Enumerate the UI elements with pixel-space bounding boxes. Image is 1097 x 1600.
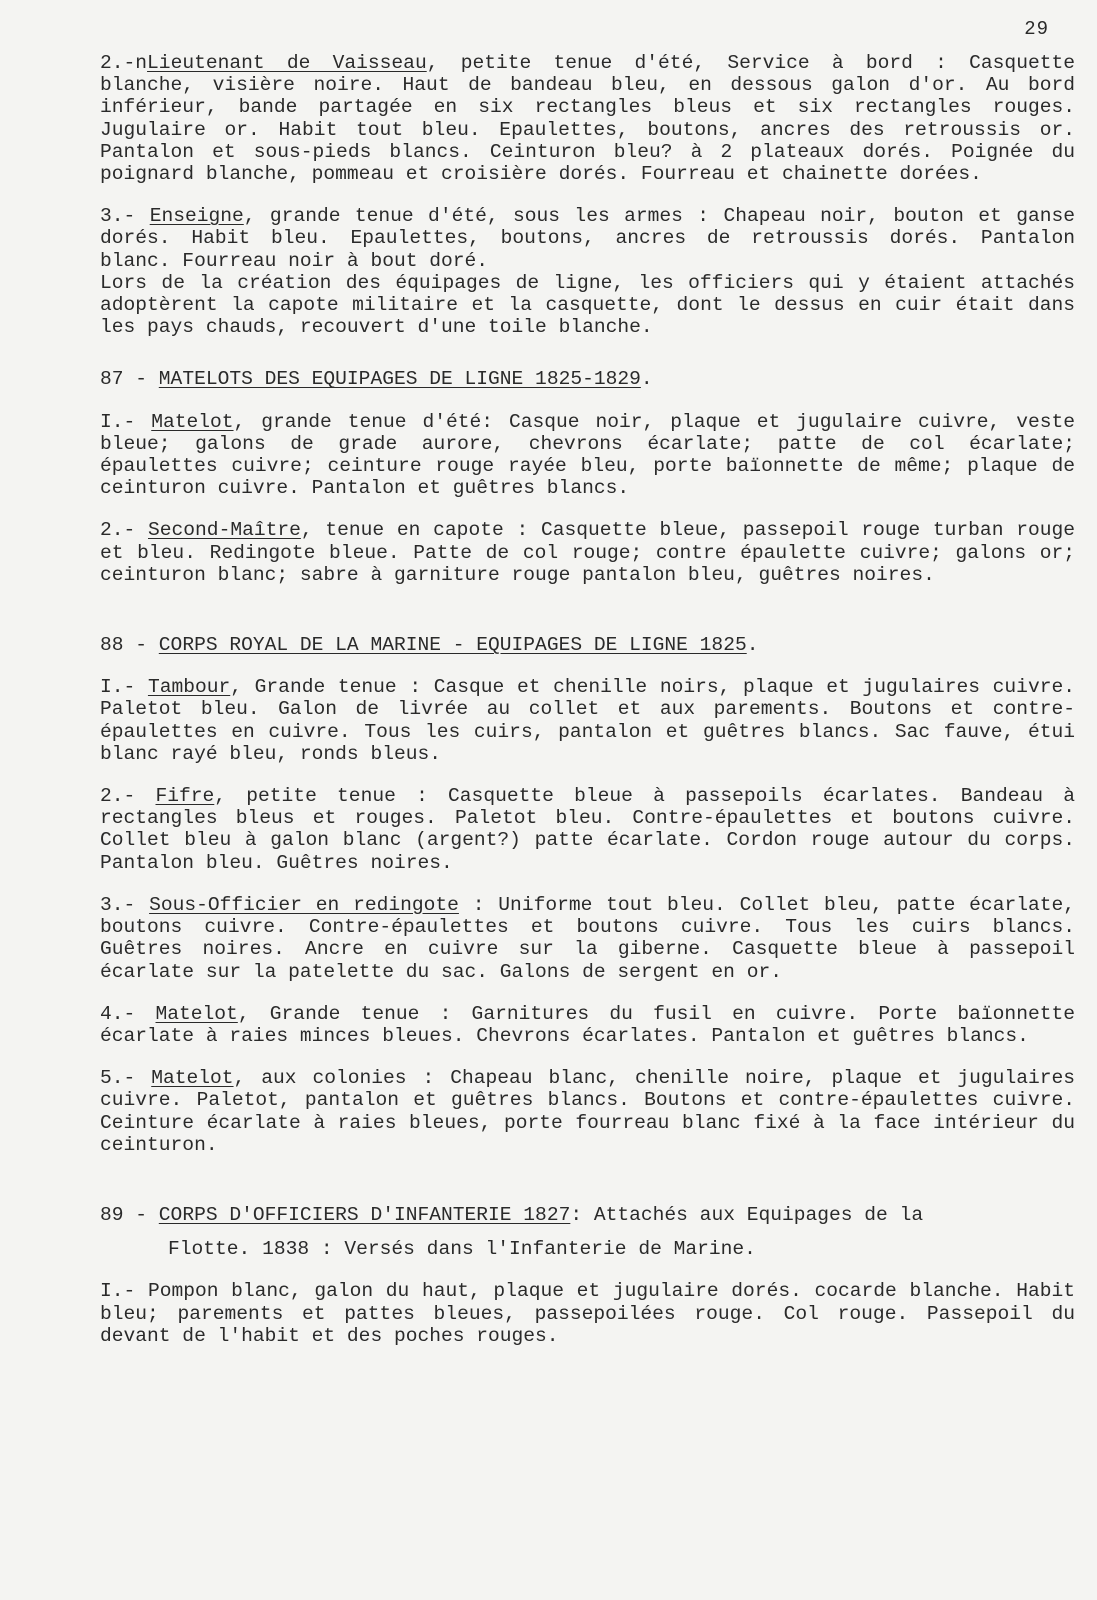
- paragraph: [100, 411, 1075, 500]
- page-number: 29: [1024, 18, 1049, 40]
- item-number: 3.-: [100, 205, 150, 228]
- section-number: 88 -: [100, 634, 159, 657]
- paragraph-text: , petite tenue : Casquette bleue à passepoils écarlates. Bandeau à rectangles bleus et rouges. Paletot bleu. Contre-épaulettes et boutons cuivre. Collet bleu à galon blanc (argent?) patte écarlate. Cordon rouge autour du corps. Pantalon bleu. Guêtres noires.: [100, 785, 1075, 874]
- paragraph-text: Lors de la création des équipages de ligne, les officiers qui y étaient attachés adoptèrent la capote militaire et la casquette, dont le dessus en cuir était dans les pays chauds, recouvert d'une toile blanche.: [100, 271, 1075, 339]
- item-title: Second-Maître: [148, 519, 301, 542]
- item-title: Matelot: [155, 1002, 238, 1025]
- item-title: Matelot: [151, 410, 234, 433]
- paragraph-text: , Grande tenue : Casque et chenille noirs, plaque et jugulaires cuivre. Paletot bleu. Galon de livrée au collet et aux parements. Boutons et contre-épaulettes en cuivre. Tous les cuirs, pantalon et guêtres blancs. Sac fauve, étui blanc rayé bleu, ronds bleus.: [100, 676, 1075, 765]
- item-title: Matelot: [151, 1067, 234, 1090]
- item-number: I.-: [100, 676, 148, 699]
- section-title: CORPS D'OFFICIERS D'INFANTERIE 1827: [158, 1203, 571, 1226]
- paragraph-text: Pompon blanc, galon du haut, plaque et jugulaire dorés. cocarde blanche. Habit bleu; parements et pattes bleues, passepoilées rouge. Col rouge. Passepoil du devant de l'habit et des poches rouges.: [100, 1280, 1075, 1347]
- item-number: 3.-: [100, 893, 150, 916]
- item-title: Tambour: [147, 676, 231, 699]
- section-heading: [100, 368, 1075, 390]
- section-number: 87 -: [100, 368, 159, 391]
- section-title: CORPS ROYAL DE LA MARINE - EQUIPAGES DE LIGNE 1825: [158, 634, 747, 657]
- paragraph: [100, 205, 1075, 272]
- paragraph: [100, 676, 1075, 765]
- section-number: 89 -: [100, 1203, 159, 1226]
- item-number: 5.-: [100, 1067, 152, 1090]
- paragraph: [100, 1067, 1075, 1156]
- section-title-tail: .: [640, 368, 653, 391]
- paragraph-text: , Grande tenue : Garnitures du fusil en cuivre. Porte baïonnette écarlate à raies minces bleues. Chevrons écarlates. Pantalon et guêtres blancs.: [100, 1002, 1075, 1047]
- paragraph-text: , grande tenue d'été, sous les armes : Chapeau noir, bouton et ganse dorés. Habit bleu. Epaulettes, boutons, ancres de retroussis dorés. Pantalon blanc. Fourreau noir à bout doré.: [100, 205, 1075, 272]
- paragraph: [100, 272, 1075, 339]
- paragraph-text: : Uniforme tout bleu. Collet bleu, patte écarlate, boutons cuivre. Contre-épaulettes et boutons cuivre. Tous les cuirs blancs. Guêtres noires. Ancre en cuivre sur la giberne. Casquette bleue à passepoil écarlate sur la patelette du sac. Galons de sergent en or.: [100, 893, 1075, 983]
- paragraph: [100, 1003, 1075, 1047]
- item-title: Enseigne: [149, 205, 244, 228]
- section-title: MATELOTS DES EQUIPAGES DE LIGNE 1825-1829: [158, 368, 641, 391]
- item-number: I.-: [100, 410, 152, 433]
- paragraph: [100, 52, 1075, 185]
- section-heading: [100, 634, 1075, 656]
- paragraph-text: , grande tenue d'été: Casque noir, plaque et jugulaire cuivre, veste bleue; galons de grade aurore, chevrons écarlate; patte de col écarlate; épaulettes cuivre; ceinture rouge rayée bleu, porte baïonnette de même; plaque de ceinturon cuivre. Pantalon et guêtres blancs.: [100, 410, 1075, 500]
- paragraph: [100, 894, 1075, 983]
- item-number: 2.-n: [100, 52, 148, 74]
- item-number: I.-: [100, 1280, 148, 1303]
- paragraph: [100, 785, 1075, 874]
- paragraph-text: , tenue en capote : Casquette bleue, passepoil rouge turban rouge et bleu. Redingote bleue. Patte de col rouge; contre épaulette cuivre; galons or; ceinturon blanc; sabre à garniture rouge pantalon bleu, guêtres noires.: [100, 519, 1075, 586]
- paragraph: [100, 519, 1075, 586]
- item-number: 4.-: [100, 1002, 156, 1025]
- paragraph-text: , petite tenue d'été, Service à bord : Casquette blanche, visière noire. Haut de bandeau bleu, en dessous galon d'or. Au bord inférieur, bande partagée en six rectangles bleus et six rectangles rouges. Jugulaire or. Habit tout bleu. Epaulettes, boutons, ancres des retroussis or. Pantalon et sous-pieds blancs. Ceinturon bleu? à 2 plateaux dorés. Poignée du poignard blanche, pommeau et croisière dorés. Fourreau et chainette dorées.: [100, 52, 1075, 186]
- paragraph-text: , aux colonies : Chapeau blanc, chenille noire, plaque et jugulaires cuivre. Paletot, pantalon et guêtres blancs. Boutons et contre-épaulettes cuivre. Ceinture écarlate à raies bleues, porte fourreau blanc fixé à la face intérieur du ceinturon.: [100, 1067, 1075, 1156]
- section-heading: [100, 1204, 1075, 1260]
- section-title-tail: : Attachés aux Equipages de la: [570, 1203, 924, 1226]
- document-body: [100, 52, 1075, 1367]
- item-number: 2.-: [100, 785, 156, 808]
- item-title: Lieutenant de Vaisseau: [147, 52, 427, 74]
- section-subtitle: Flotte. 1838 : Versés dans l'Infanterie de Marine.: [168, 1238, 756, 1261]
- item-title: Sous-Officier en redingote: [149, 893, 459, 916]
- item-title: Fifre: [155, 785, 215, 808]
- paragraph: [100, 1280, 1075, 1347]
- item-number: 2.-: [100, 519, 149, 542]
- section-title-tail: .: [746, 634, 759, 657]
